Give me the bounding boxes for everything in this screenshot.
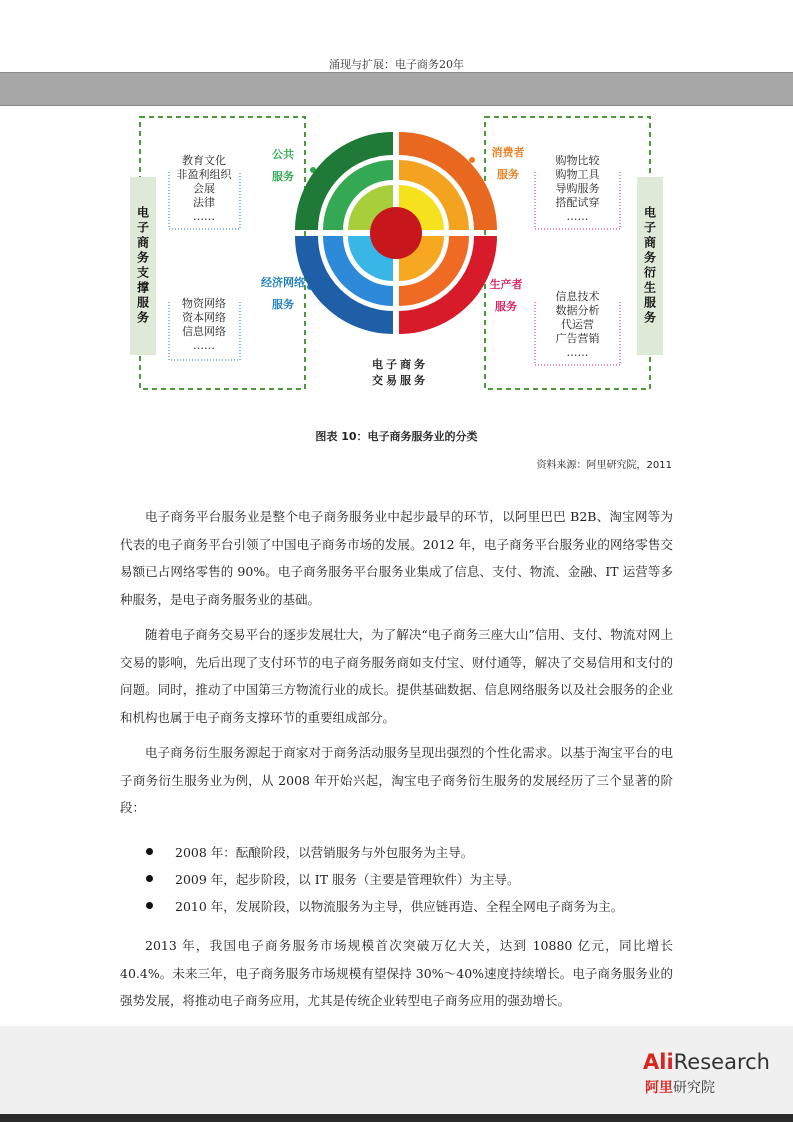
list-item: 信息技术 bbox=[555, 290, 600, 303]
list-item: 购物比较 bbox=[555, 154, 600, 167]
bullet-icon bbox=[146, 902, 153, 909]
list-item: 2008 年：酝酿阶段，以营销服务与外包服务为主导。 bbox=[146, 838, 686, 865]
left-vertical-box bbox=[130, 177, 156, 355]
list-item: 信息网络 bbox=[182, 325, 226, 338]
paragraph: 电子商务衍生服务源起于商家对于商务活动服务呈现出强烈的个性化需求。以基于淘宝平台的电子商务衍生服务业为例，从 2008 年开始兴起，淘宝电子商务衍生服务的发展经历了三个显著的阶段： bbox=[120, 745, 673, 815]
list-item: 物资网络 bbox=[182, 297, 226, 310]
list-item: 购物工具 bbox=[555, 168, 600, 181]
list-item: 资本网络 bbox=[182, 311, 226, 324]
list-item: 广告营销 bbox=[555, 332, 600, 345]
list-bottom-left bbox=[162, 297, 246, 353]
center-circle bbox=[370, 207, 422, 259]
figure-caption: 图表 10：电子商务服务业的分类 bbox=[315, 430, 478, 443]
list-bottom-right bbox=[535, 290, 620, 360]
list-item: 法律 bbox=[193, 196, 215, 209]
list-item: …… bbox=[566, 346, 589, 359]
list-item: 会展 bbox=[193, 182, 215, 195]
list-item: 2010 年，发展阶段，以物流服务为主导，供应链再造、全程全网电子商务为主。 bbox=[146, 892, 686, 919]
aliresearch-logo: AliResearch bbox=[643, 1050, 770, 1074]
figure-source: 资料来源：阿里研究院，2011 bbox=[536, 460, 672, 471]
list-item: 2009 年，起步阶段，以 IT 服务（主要是管理软件）为主导。 bbox=[146, 865, 686, 892]
quadrant-label-consumer: 消费者 服务 bbox=[491, 146, 525, 181]
list-item: …… bbox=[193, 210, 215, 223]
aliresearch-logo-cn: 阿里研究院 bbox=[645, 1080, 715, 1096]
left-vertical-label: 电子商务支撑服务 bbox=[135, 206, 150, 326]
list-item: 数据分析 bbox=[555, 304, 600, 317]
footer-rule bbox=[0, 1114, 793, 1122]
list-item: 搭配试穿 bbox=[555, 196, 600, 209]
paragraph: 电子商务平台服务业是整个电子商务服务业中起步最早的环节，以阿里巴巴 B2B、淘宝网等为代表的电子商务平台引领了中国电子商务市场的发展。2012 年，电子商务平台服务业的网络零售交易额已占网络零售的 90%。电子商务服务平台服务业集成了信息、支付、物流、金融、IT 运营等多种服务，是电子商务服务业的基础。 bbox=[120, 509, 673, 607]
quadrant-label-producer: 生产者 服务 bbox=[489, 278, 523, 313]
header-band bbox=[0, 72, 793, 106]
service-classification-figure bbox=[120, 112, 680, 402]
right-vertical-label: 电子商务衍生服务 bbox=[642, 206, 657, 326]
quadrant-label-public: 公共 服务 bbox=[272, 148, 294, 183]
list-item: 代运营 bbox=[561, 318, 594, 331]
list-top-left bbox=[162, 154, 246, 224]
paragraph: 2013 年，我国电子商务服务市场规模首次突破万亿大关，达到 10880 亿元，同比增长 40.4%。未来三年，电子商务服务市场规模有望保持 30%～40%速度持续增长。电子商务服务业的强势发展，将推动电子商务应用，尤其是传统企业转型电子商务应用的强劲增长。 bbox=[120, 938, 673, 1008]
list-item: …… bbox=[566, 210, 589, 223]
list-item: 教育文化 bbox=[182, 154, 226, 167]
paragraph: 随着电子商务交易平台的逐步发展壮大，为了解决“电子商务三座大山”信用、支付、物流对网上交易的影响，先后出现了支付环节的电子商务服务商如支付宝、财付通等，解决了交易信用和支付的问题。同时，推动了中国第三方物流行业的成长。提供基础数据、信息网络服务以及社会服务的企业和机构也属于电子商务支撑环节的重要组成部分。 bbox=[120, 627, 673, 725]
list-item: 非盈利组织 bbox=[176, 168, 232, 181]
running-title: 涌现与扩展：电子商务20年 bbox=[329, 58, 464, 71]
stage-list bbox=[146, 838, 686, 919]
list-item: …… bbox=[193, 339, 215, 352]
quadrant-label-economic: 经济网络 服务 bbox=[261, 276, 305, 311]
center-label: 电子商务 交易服务 bbox=[372, 358, 428, 387]
footer-band bbox=[0, 1026, 793, 1122]
bullet-icon bbox=[146, 848, 153, 855]
connector-consumer bbox=[469, 157, 475, 163]
list-item: 导购服务 bbox=[555, 182, 600, 195]
bullet-icon bbox=[146, 875, 153, 882]
right-vertical-box bbox=[637, 177, 663, 355]
list-top-right bbox=[535, 154, 620, 224]
